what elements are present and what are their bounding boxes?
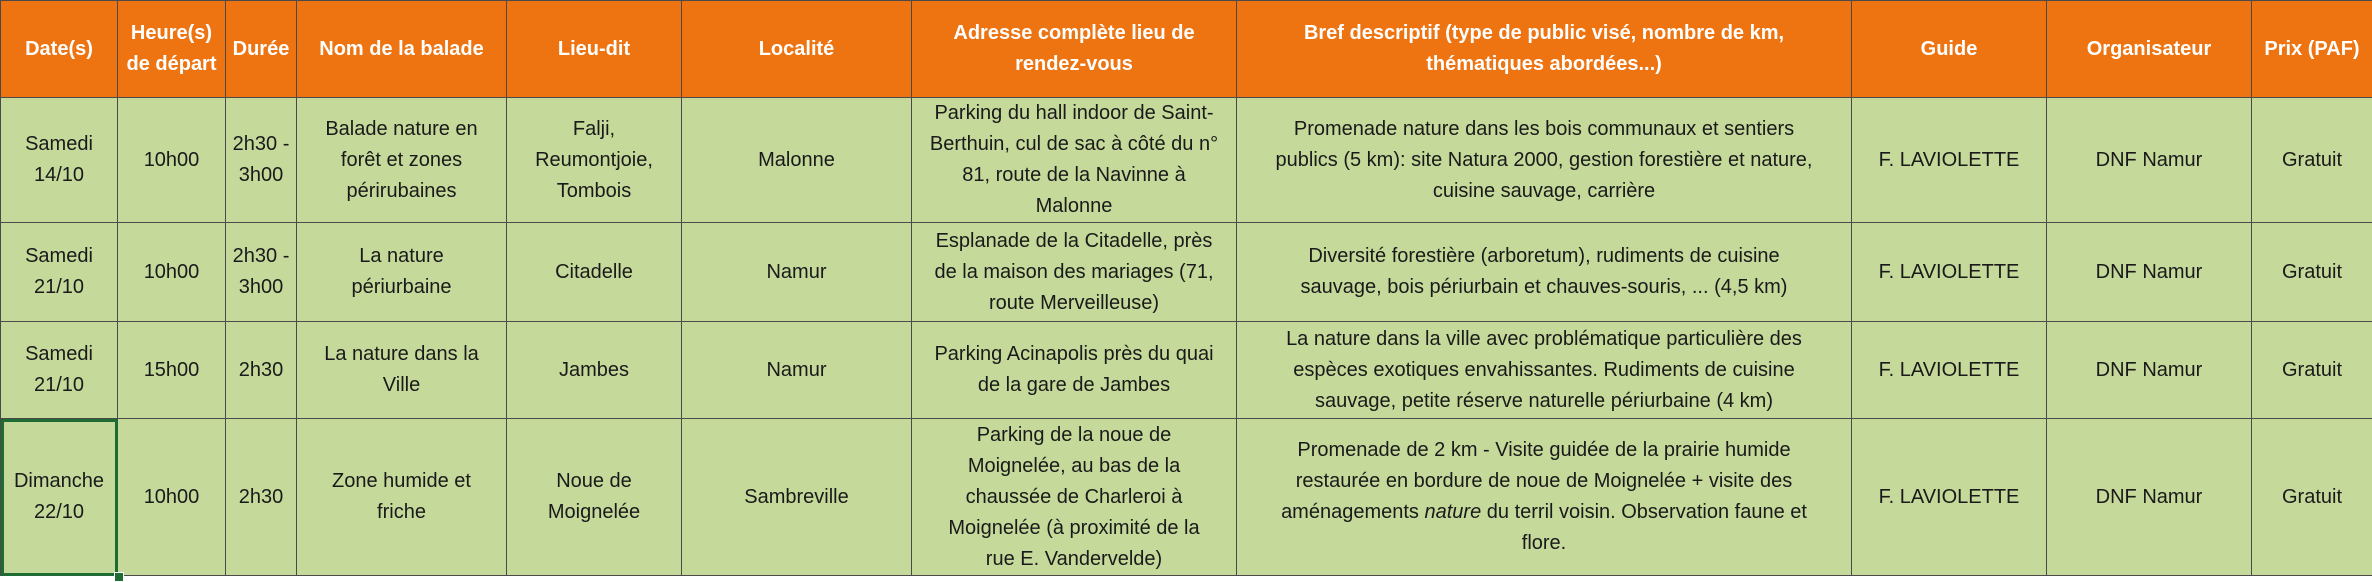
cell-prix[interactable]: Gratuit: [2252, 419, 2372, 576]
header-lieu[interactable]: Lieu-dit: [507, 1, 682, 98]
cell-descriptif[interactable]: La nature dans la ville avec problématique particulière des espèces exotiques envahissantes. Rudiments de cuisine sauvage, petite réserve naturelle périurbaine (4 km): [1237, 322, 1852, 419]
selection-fill-handle[interactable]: [114, 572, 124, 582]
header-organisateur[interactable]: Organisateur: [2047, 1, 2252, 98]
table-row: [1, 98, 2372, 223]
header-dates[interactable]: Date(s): [1, 1, 118, 98]
cell-lieu[interactable]: Falji, Reumontjoie, Tombois: [507, 98, 682, 223]
header-heure[interactable]: Heure(s) de départ: [118, 1, 226, 98]
cell-dates[interactable]: Samedi 14/10: [1, 98, 118, 223]
cell-duree[interactable]: 2h30: [226, 419, 297, 576]
table-row: [1, 223, 2372, 322]
descriptif-text-a: Promenade de 2 km - Visite guidée de la prairie humide restaurée en bordure de noue de Moignelée + visite des aménagements: [1281, 439, 1792, 523]
header-guide[interactable]: Guide: [1852, 1, 2047, 98]
cell-dates[interactable]: Samedi 21/10: [1, 322, 118, 419]
cell-localite[interactable]: Sambreville: [682, 419, 912, 576]
cell-nom[interactable]: La nature dans la Ville: [297, 322, 507, 419]
header-row: [1, 1, 2372, 98]
cell-localite[interactable]: Malonne: [682, 98, 912, 223]
cell-adresse[interactable]: Esplanade de la Citadelle, près de la maison des mariages (71, route Merveilleuse): [912, 223, 1237, 322]
cell-dates[interactable]: Samedi 21/10: [1, 223, 118, 322]
header-descriptif[interactable]: Bref descriptif (type de public visé, nombre de km, thématiques abordées...): [1237, 1, 1852, 98]
header-prix[interactable]: Prix (PAF): [2252, 1, 2372, 98]
cell-organisateur[interactable]: DNF Namur: [2047, 98, 2252, 223]
cell-descriptif[interactable]: Promenade nature dans les bois communaux et sentiers publics (5 km): site Natura 2000, gestion forestière et nature, cuisine sauvage, carrière: [1237, 98, 1852, 223]
cell-nom[interactable]: Balade nature en forêt et zones périrubaines: [297, 98, 507, 223]
table-row: [1, 419, 2372, 576]
descriptif-text-b: du terril voisin. Observation faune et flore.: [1481, 501, 1807, 554]
cell-heure[interactable]: 10h00: [118, 419, 226, 576]
table-row: [1, 322, 2372, 419]
cell-nom[interactable]: Zone humide et friche: [297, 419, 507, 576]
cell-lieu[interactable]: Noue de Moignelée: [507, 419, 682, 576]
cell-nom[interactable]: La nature périurbaine: [297, 223, 507, 322]
cell-adresse[interactable]: Parking Acinapolis près du quai de la gare de Jambes: [912, 322, 1237, 419]
cell-organisateur[interactable]: DNF Namur: [2047, 223, 2252, 322]
cell-descriptif[interactable]: [1237, 419, 1852, 576]
descriptif-emphasis: nature: [1424, 501, 1481, 523]
cell-heure[interactable]: 10h00: [118, 223, 226, 322]
cell-descriptif[interactable]: Diversité forestière (arboretum), rudiments de cuisine sauvage, bois périurbain et chauves-souris, ... (4,5 km): [1237, 223, 1852, 322]
header-nom[interactable]: Nom de la balade: [297, 1, 507, 98]
cell-heure[interactable]: 10h00: [118, 98, 226, 223]
cell-guide[interactable]: F. LAVIOLETTE: [1852, 322, 2047, 419]
cell-duree[interactable]: 2h30: [226, 322, 297, 419]
cell-organisateur[interactable]: DNF Namur: [2047, 322, 2252, 419]
cell-prix[interactable]: Gratuit: [2252, 98, 2372, 223]
cell-duree[interactable]: 2h30 - 3h00: [226, 98, 297, 223]
cell-dates-selected[interactable]: Dimanche 22/10: [1, 419, 118, 576]
cell-lieu[interactable]: Jambes: [507, 322, 682, 419]
cell-guide[interactable]: F. LAVIOLETTE: [1852, 98, 2047, 223]
cell-adresse[interactable]: Parking du hall indoor de Saint- Berthuin, cul de sac à côté du n° 81, route de la Navinne à Malonne: [912, 98, 1237, 223]
cell-prix[interactable]: Gratuit: [2252, 322, 2372, 419]
cell-localite[interactable]: Namur: [682, 322, 912, 419]
cell-heure[interactable]: 15h00: [118, 322, 226, 419]
header-duree[interactable]: Durée: [226, 1, 297, 98]
header-adresse[interactable]: Adresse complète lieu de rendez-vous: [912, 1, 1237, 98]
cell-duree[interactable]: 2h30 - 3h00: [226, 223, 297, 322]
cell-prix[interactable]: Gratuit: [2252, 223, 2372, 322]
cell-lieu[interactable]: Citadelle: [507, 223, 682, 322]
cell-guide[interactable]: F. LAVIOLETTE: [1852, 419, 2047, 576]
header-localite[interactable]: Localité: [682, 1, 912, 98]
cell-organisateur[interactable]: DNF Namur: [2047, 419, 2252, 576]
cell-adresse[interactable]: Parking de la noue de Moignelée, au bas de la chaussée de Charleroi à Moignelée (à proximité de la rue E. Vandervelde): [912, 419, 1237, 576]
cell-guide[interactable]: F. LAVIOLETTE: [1852, 223, 2047, 322]
cell-localite[interactable]: Namur: [682, 223, 912, 322]
